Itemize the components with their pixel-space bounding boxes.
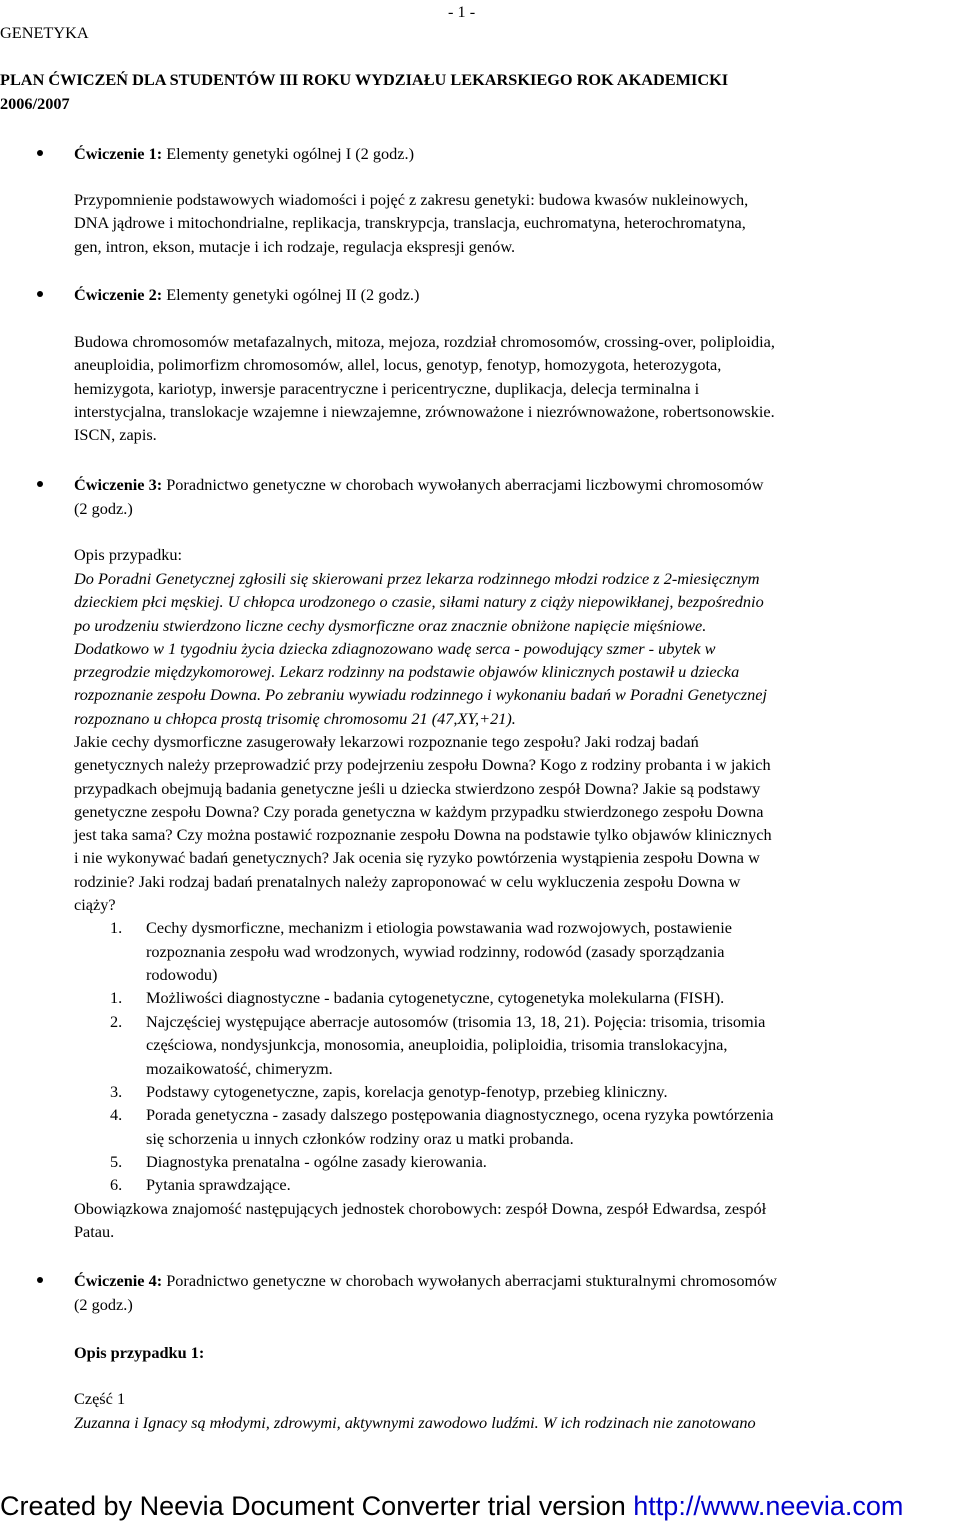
list-item-line: Pytania sprawdzające.: [146, 1175, 291, 1194]
list-item-line: Cechy dysmorficzne, mechanizm i etiologia powstawania wad rozwojowych, postawienie: [146, 918, 732, 937]
case-description: [74, 567, 958, 730]
exercise-1-heading: [74, 142, 414, 165]
list-item-line: Podstawy cytogenetyczne, zapis, korelacja genotyp-fenotyp, przebieg kliniczny.: [146, 1082, 668, 1101]
exercise-1-body: [74, 188, 958, 258]
list-item-line: mozaikowatość, chimeryzm.: [146, 1059, 333, 1078]
list-item-line: rozpoznania zespołu wad wrodzonych, wywiad rodzinny, rodowód (zasady sporządzania: [146, 942, 725, 961]
list-item-line: Porada genetyczna - zasady dalszego postępowania diagnostycznego, ocena ryzyka powtórzenia: [146, 1105, 774, 1124]
exercise-2-heading: [74, 283, 419, 306]
bullet-icon: [37, 1277, 43, 1283]
running-header: GENETYKA: [0, 23, 89, 42]
list-item-line: Możliwości diagnostyczne - badania cytogenetyczne, cytogenetyka molekularna (FISH).: [146, 988, 725, 1007]
list-item-line: rodowodu): [146, 965, 218, 984]
case-heading: Opis przypadku:: [74, 545, 183, 564]
paragraph-line: Przypomnienie podstawowych wiadomości i pojęć z zakresu genetyki: budowa kwasów nukleinowych,: [74, 190, 749, 209]
exercise-3-duration: (2 godz.): [74, 499, 133, 518]
exercise-1-topic: Elementy genetyki ogólnej I (2 godz.): [162, 144, 414, 163]
mandatory-diseases: [74, 1197, 958, 1244]
paragraph-line: aneuploidia, polimorfizm chromosomów, allel, locus, genotyp, fenotyp, homozygota, heterozygota,: [74, 355, 722, 375]
list-number: 5.: [110, 1152, 123, 1171]
list-number: 4.: [110, 1105, 123, 1124]
list-number: 6.: [110, 1175, 123, 1194]
paragraph-line: dzieckiem płci męskiej. U chłopca urodzonego o czasie, siłami natury z ciąży niepowikłanej, bezpośrednio: [74, 592, 764, 612]
paragraph-line: Dodatkowo w 1 tygodniu życia dziecka zdiagnozowano wadę serca - powodujący szmer - ubytek w: [74, 638, 716, 658]
paragraph-line: hemizygota, kariotyp, inwersje paracentryczne i pericentryczne, duplikacja, delecja terminalna i: [74, 378, 700, 398]
list-item-line: Diagnostyka prenatalna - ogólne zasady kierowania.: [146, 1152, 487, 1171]
paragraph-line: rodzinie? Jaki rodzaj badań prenatalnych należy zaproponować w celu wykluczenia zespołu Downa w: [74, 871, 741, 891]
paragraph-line: i nie wykonywać badań genetycznych? Jak ocenia się ryzyko powtórzenia wystąpienia zespołu Downa w: [74, 848, 760, 868]
list-number: 3.: [110, 1082, 123, 1101]
watermark-link[interactable]: http://www.neevia.com: [633, 1491, 904, 1521]
exercise-2-body: [74, 330, 958, 446]
bullet-icon: [37, 291, 43, 297]
paragraph-line: genetyczne zespołu Downa? Czy porada genetyczna w każdym przypadku stwierdzonego zespołu Downa: [74, 801, 764, 821]
paragraph-line: Jakie cechy dysmorficzne zasugerowały lekarzowi rozpoznanie tego zespołu? Jaki rodzaj badań: [74, 732, 699, 751]
document-title-line-2: 2006/2007: [0, 94, 70, 113]
paragraph-line: ISCN, zapis.: [74, 425, 157, 445]
case-part-label: Część 1: [74, 1389, 126, 1408]
document-title-line-1: PLAN ĆWICZEŃ DLA STUDENTÓW III ROKU WYDZIAŁU LEKARSKIEGO ROK AKADEMICKI: [0, 70, 729, 89]
case-questions: [74, 730, 958, 916]
paragraph-line: Patau.: [74, 1222, 115, 1242]
paragraph-line: genetycznych należy przeprowadzić przy podejrzeniu zespołu Downa? Kogo z rodziny probanta i w jakich: [74, 755, 771, 775]
exercise-4-label: Ćwiczenie 4:: [74, 1271, 163, 1290]
paragraph-line: rozpoznano u chłopca prostą trisomię chromosomu 21 (47,XY,+21).: [74, 708, 516, 728]
paragraph-line: ciąży?: [74, 895, 116, 915]
paragraph-line: przegrodzie międzykomorowej. Lekarz rodzinny na podstawie objawów klinicznych postawił u dziecka: [74, 662, 740, 682]
paragraph-line: Obowiązkowa znajomość następujących jednostek chorobowych: zespół Downa, zespół Edwardsa, zespół: [74, 1199, 767, 1218]
exercise-4-heading: [74, 1269, 777, 1292]
paragraph-line: gen, intron, ekson, mutacje i ich rodzaje, regulacja ekspresji genów.: [74, 236, 516, 256]
paragraph-line: rozpoznanie zespołu Downa. Po zebraniu wywiadu rodzinnego i wykonaniu badań w Poradni Genetycznej: [74, 685, 767, 705]
page-number: - 1 -: [448, 2, 476, 21]
paragraph-line: Budowa chromosomów metafazalnych, mitoza, mejoza, rozdział chromosomów, crossing-over, poliploidia,: [74, 332, 775, 351]
exercise-3-heading: [74, 473, 763, 496]
paragraph-line: interstycjalna, translokacje wzajemne i niewzajemne, zrównoważone i niezrównoważone, robertsonowskie.: [74, 401, 775, 421]
exercise-4-topic: Poradnictwo genetyczne w chorobach wywołanych aberracjami stukturalnymi chromosomów: [162, 1271, 778, 1290]
case-part-text: Zuzanna i Ignacy są młodymi, zdrowymi, aktywnymi zawodowo ludźmi. W ich rodzinach nie zanotowano: [74, 1413, 756, 1432]
exercise-2-topic: Elementy genetyki ogólnej II (2 godz.): [162, 285, 420, 304]
paragraph-line: jest taka sama? Czy można postawić rozpoznanie zespołu Downa na podstawie tylko objawów klinicznych: [74, 825, 772, 845]
watermark-text: Created by Neevia Document Converter trial version: [0, 1491, 634, 1521]
exercise-3-label: Ćwiczenie 3:: [74, 475, 163, 494]
exercise-4-duration: (2 godz.): [74, 1295, 133, 1314]
paragraph-line: Do Poradni Genetycznej zgłosili się skierowani przez lekarza rodzinnego młodzi rodzice z 2-miesięcznym: [74, 569, 760, 588]
paragraph-line: DNA jądrowe i mitochondrialne, replikacja, transkrypcja, translacja, euchromatyna, heterochromatyna,: [74, 213, 746, 233]
exercise-3-topic: Poradnictwo genetyczne w chorobach wywołanych aberracjami liczbowymi chromosomów: [162, 475, 764, 494]
list-item-line: częściowa, nondysjunkcja, monosomia, aneuploidia, poliploidia, trisomia translokacyjna,: [146, 1035, 728, 1054]
converter-watermark: [0, 1488, 903, 1524]
list-item-line: Najczęściej występujące aberracje autosomów (trisomia 13, 18, 21). Pojęcia: trisomia, trisomia: [146, 1012, 766, 1031]
list-number: 1.: [110, 918, 123, 937]
list-number: 2.: [110, 1012, 123, 1031]
paragraph-line: po urodzeniu stwierdzono liczne cechy dysmorficzne oraz znacznie obniżone napięcie mięśniowe.: [74, 615, 707, 635]
list-number: 1.: [110, 988, 123, 1007]
bullet-icon: [37, 481, 43, 487]
exercise-1-label: Ćwiczenie 1:: [74, 144, 163, 163]
bullet-icon: [37, 150, 43, 156]
list-item-line: się schorzenia u innych członków rodziny oraz u matki probanda.: [146, 1129, 574, 1148]
exercise-2-label: Ćwiczenie 2:: [74, 285, 163, 304]
case-heading-1: Opis przypadku 1:: [74, 1343, 205, 1362]
paragraph-line: przypadkach obejmują badania genetyczne jeśli u dziecka stwierdzono zespół Downa? Jakie są podstawy: [74, 778, 761, 798]
